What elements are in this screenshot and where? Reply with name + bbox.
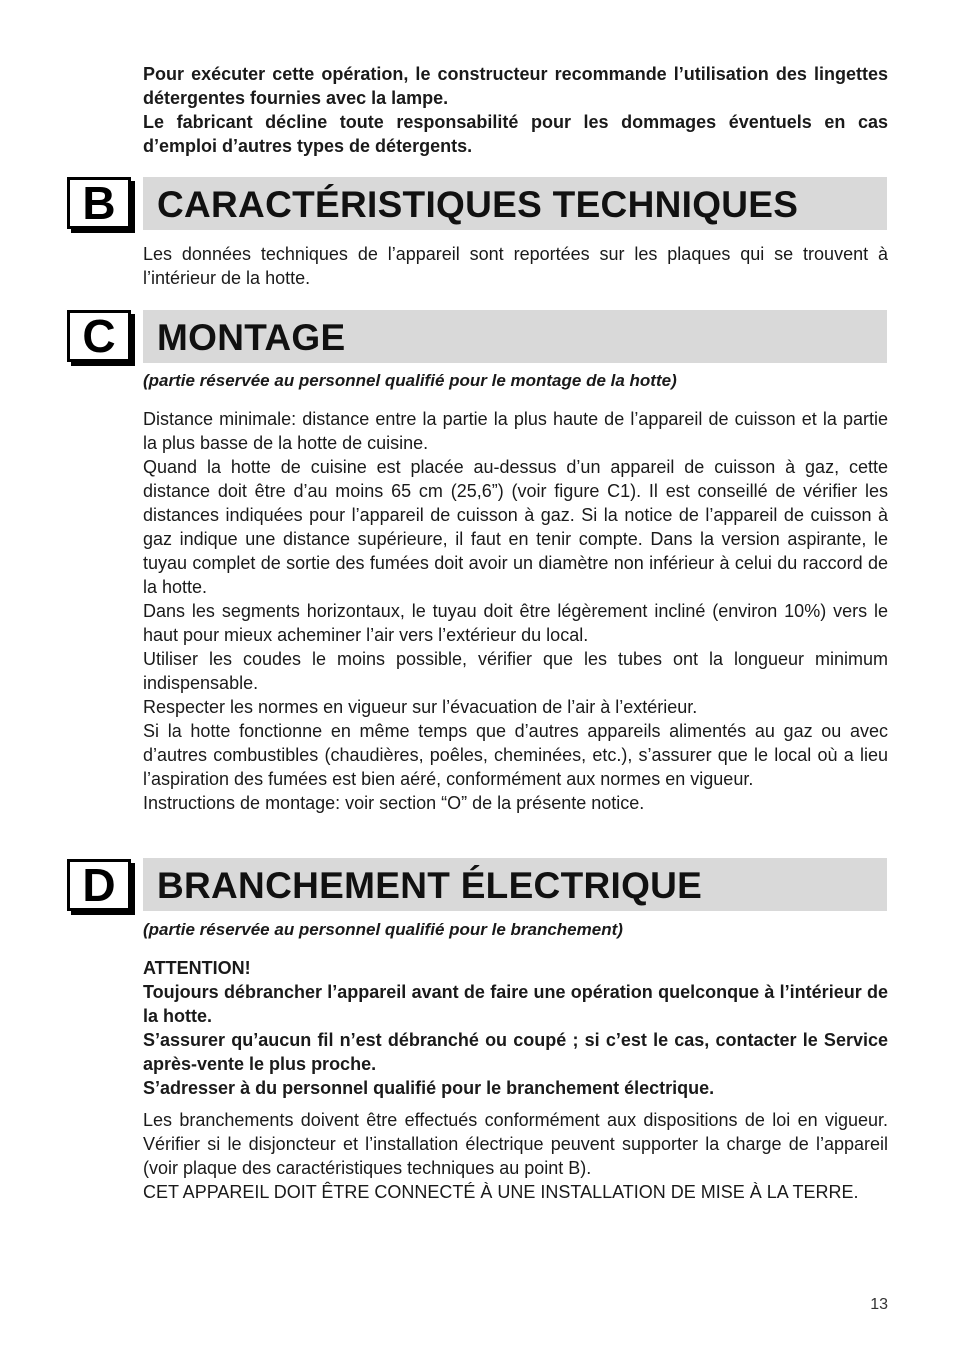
section-letter-b: B bbox=[67, 177, 131, 229]
section-letter-c: C bbox=[67, 310, 131, 362]
intro-block bbox=[143, 62, 888, 158]
section-d-subtitle bbox=[143, 918, 888, 942]
body-paragraph: Utiliser les coudes le moins possible, vérifier que les tubes ont la longueur minimum indispensable. bbox=[143, 649, 888, 693]
page-number: 13 bbox=[870, 1296, 888, 1313]
warning-line: S’assurer qu’aucun fil n’est débranché ou coupé ; si c’est le cas, contacter le Service après-vente le plus proche. bbox=[143, 1030, 888, 1074]
warning-line: ATTENTION! bbox=[143, 958, 251, 978]
body-paragraph: Dans les segments horizontaux, le tuyau doit être légèrement incliné (environ 10%) vers le haut pour mieux acheminer l’air vers l’extérieur du local. bbox=[143, 601, 888, 645]
section-title: BRANCHEMENT ÉLECTRIQUE bbox=[157, 865, 703, 906]
body-paragraph: Distance minimale: distance entre la partie la plus haute de l’appareil de cuisson et la partie la plus basse de la hotte de cuisine. bbox=[143, 409, 888, 453]
warning-line: Toujours débrancher l’appareil avant de faire une opération quelconque à l’intérieur de la hotte. bbox=[143, 982, 888, 1026]
section-subtitle: (partie réservée au personnel qualifié pour le montage de la hotte) bbox=[143, 371, 677, 390]
section-c-subtitle bbox=[143, 369, 888, 393]
intro-paragraph: Pour exécuter cette opération, le constructeur recommande l’utilisation des lingettes détergentes fournies avec la lampe. bbox=[143, 64, 888, 108]
body-paragraph: Quand la hotte de cuisine est placée au-dessus d’un appareil de cuisson à gaz, cette distance doit être d’au moins 65 cm (25,6”) (voir figure C1). Il est conseillé de vérifier les distances indiquées pour l’appareil de cuisson à gaz. Si la notice de l’appareil de cuisson à gaz indique une distance supérieure, il faut en tenir compte. Dans la version aspirante, le tuyau complet de sortie des fumées doit avoir un diamètre non inférieur à celui du raccord de la hotte. bbox=[143, 457, 888, 597]
body-paragraph: CET APPAREIL DOIT ÊTRE CONNECTÉ À UNE INSTALLATION DE MISE À LA TERRE. bbox=[143, 1182, 859, 1202]
section-letter-d: D bbox=[67, 859, 131, 911]
section-header-d bbox=[143, 858, 887, 911]
section-title: MONTAGE bbox=[157, 317, 346, 358]
warning-line: S’adresser à du personnel qualifié pour le branchement électrique. bbox=[143, 1078, 715, 1098]
section-d-body bbox=[143, 1108, 888, 1204]
section-header-b bbox=[143, 177, 887, 230]
intro-paragraph: Le fabricant décline toute responsabilité pour les dommages éventuels en cas d’emploi d’autres types de détergents. bbox=[143, 112, 888, 156]
section-c-body bbox=[143, 407, 888, 815]
section-b-body bbox=[143, 242, 888, 290]
section-title: CARACTÉRISTIQUES TECHNIQUES bbox=[157, 184, 799, 225]
body-paragraph: Si la hotte fonctionne en même temps que d’autres appareils alimentés au gaz ou avec d’autres combustibles (chaudières, poêles, cheminées, etc.), s’assurer que le local où a lieu l’aspiration des fumées est bien aéré, conformément aux normes en vigueur. bbox=[143, 721, 888, 789]
body-paragraph: Instructions de montage: voir section “O” de la présente notice. bbox=[143, 793, 645, 813]
section-d-warnings bbox=[143, 956, 888, 1100]
body-paragraph: Les données techniques de l’appareil sont reportées sur les plaques qui se trouvent à l’intérieur de la hotte. bbox=[143, 244, 888, 288]
body-paragraph: Les branchements doivent être effectués conformément aux dispositions de loi en vigueur. Vérifier si le disjoncteur et l’installation électrique peuvent supporter la charge de l’appareil (voir plaque des caractéristiques techniques au point B). bbox=[143, 1110, 888, 1178]
body-paragraph: Respecter les normes en vigueur sur l’évacuation de l’air à l’extérieur. bbox=[143, 697, 698, 717]
section-subtitle: (partie réservée au personnel qualifié pour le branchement) bbox=[143, 920, 623, 939]
section-header-c bbox=[143, 310, 887, 363]
